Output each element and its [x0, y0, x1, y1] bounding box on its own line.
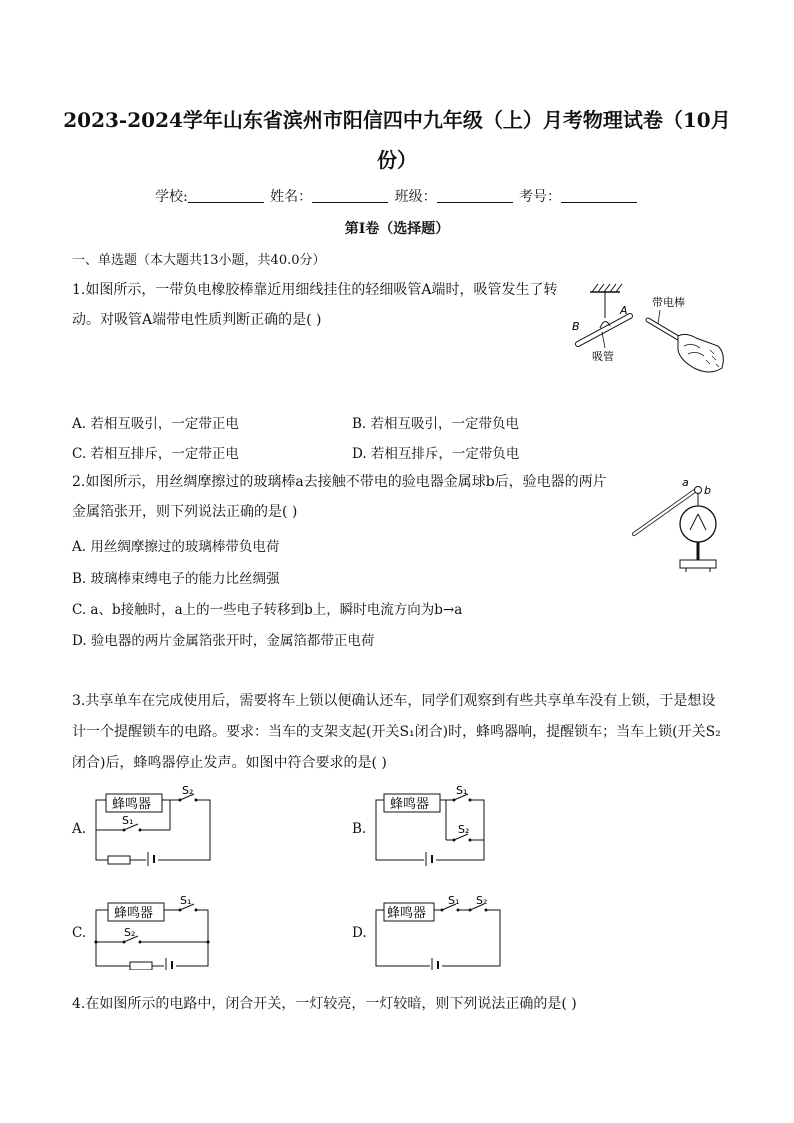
q3-circuit-d — [370, 890, 505, 970]
q3b-s2-label: S₂ — [458, 823, 470, 836]
question-1-line-1: 1.如图所示，一带负电橡胶棒靠近用细线挂住的轻细吸管A端时，吸管发生了转 — [72, 282, 558, 298]
number-blank[interactable] — [561, 188, 637, 203]
question-4-line-1: 4.在如图所示的电路中，闭合开关，一灯较亮，一灯较暗，则下列说法正确的是( ) — [72, 996, 577, 1012]
q1-option-c[interactable]: C. 若相互排斥，一定带正电 — [72, 446, 239, 462]
q3a-s2-label: S₂ — [182, 786, 194, 797]
question-3-line-1: 3.共享单车在完成使用后，需要将车上锁以便确认还车，同学们观察到有些共享单车没有上锁，于是想设 — [72, 693, 716, 709]
q3-circuit-c — [90, 890, 215, 970]
question-2-line-2: 金属箔张开，则下列说法正确的是( ) — [72, 504, 298, 520]
q3d-s1-label: S₁ — [448, 894, 460, 907]
q2-option-b[interactable]: B. 玻璃棒束缚电子的能力比丝绸强 — [72, 571, 280, 587]
q3-option-c[interactable]: C. — [72, 925, 87, 941]
question-2-line-1: 2.如图所示，用丝绸摩擦过的玻璃棒a去接触不带电的验电器金属球b后，验电器的两片 — [72, 474, 607, 490]
q3-circuit-a — [90, 786, 215, 866]
page-title: 2023-2024学年山东省滨州市阳信四中九年级（上）月考物理试卷（10月份） — [63, 108, 731, 172]
q3c-s1-label: S₁ — [180, 894, 192, 907]
section-heading: 一、单选题（本大题共13小题，共40.0分） — [72, 253, 326, 268]
name-blank[interactable] — [312, 188, 388, 203]
q2-option-c[interactable]: C. a、b接触时，a上的一些电子转移到b上，瞬时电流方向为b→a — [72, 602, 463, 618]
q1-label-a: A — [620, 304, 628, 317]
q1-label-tube: 吸管 — [592, 350, 614, 363]
q1-label-rod: 带电棒 — [652, 296, 685, 309]
question-3-line-2: 计一个提醒锁车的电路。要求：当车的支架支起(开关S₁闭合)时，蜂鸣器响，提醒锁车；当车上锁(开关S₂ — [72, 724, 721, 740]
q2-option-a[interactable]: A. 用丝绸摩擦过的玻璃棒带负电荷 — [72, 539, 280, 555]
q2-option-d[interactable]: D. 验电器的两片金属箔张开时，金属箔都带正电荷 — [72, 633, 375, 649]
q3c-buzzer-label: 蜂鸣器 — [114, 906, 154, 921]
q1-label-b: B — [572, 320, 580, 333]
number-label: 考号： — [519, 189, 562, 205]
q3-option-d[interactable]: D. — [352, 925, 367, 941]
q2-label-b: b — [704, 484, 711, 497]
q2-electroscope-figure — [630, 474, 720, 578]
question-1-line-2: 动。对吸管A端带电性质判断正确的是( ) — [72, 312, 322, 328]
q1-option-d[interactable]: D. 若相互排斥，一定带负电 — [352, 446, 520, 462]
school-label: 学校: — [154, 189, 188, 205]
q3-option-a[interactable]: A. — [72, 821, 87, 837]
q3d-buzzer-label: 蜂鸣器 — [387, 906, 427, 921]
q2-label-a: a — [682, 476, 689, 489]
q3d-s2-label: S₂ — [476, 894, 488, 907]
q1-option-b[interactable]: B. 若相互吸引，一定带负电 — [352, 416, 520, 432]
class-label: 班级： — [394, 189, 437, 205]
q3b-buzzer-label: 蜂鸣器 — [390, 797, 430, 812]
q3b-s1-label: S₁ — [456, 786, 468, 797]
student-info-line — [0, 186, 794, 206]
q1-option-a[interactable]: A. 若相互吸引，一定带正电 — [72, 416, 239, 432]
q3a-buzzer-label: 蜂鸣器 — [112, 797, 152, 812]
school-blank[interactable] — [188, 188, 264, 203]
name-label: 姓名： — [270, 189, 313, 205]
q3-circuit-b — [370, 786, 495, 866]
q3a-s1-label: S₁ — [122, 814, 134, 827]
q1-figure — [560, 280, 730, 380]
class-blank[interactable] — [437, 188, 513, 203]
question-3-line-3: 闭合)后，蜂鸣器停止发声。如图中符合要求的是( ) — [72, 755, 387, 771]
q3-option-b[interactable]: B. — [352, 821, 367, 837]
q3c-s2-label: S₂ — [124, 926, 136, 939]
volume-heading: 第Ⅰ卷（选择题） — [344, 221, 450, 237]
